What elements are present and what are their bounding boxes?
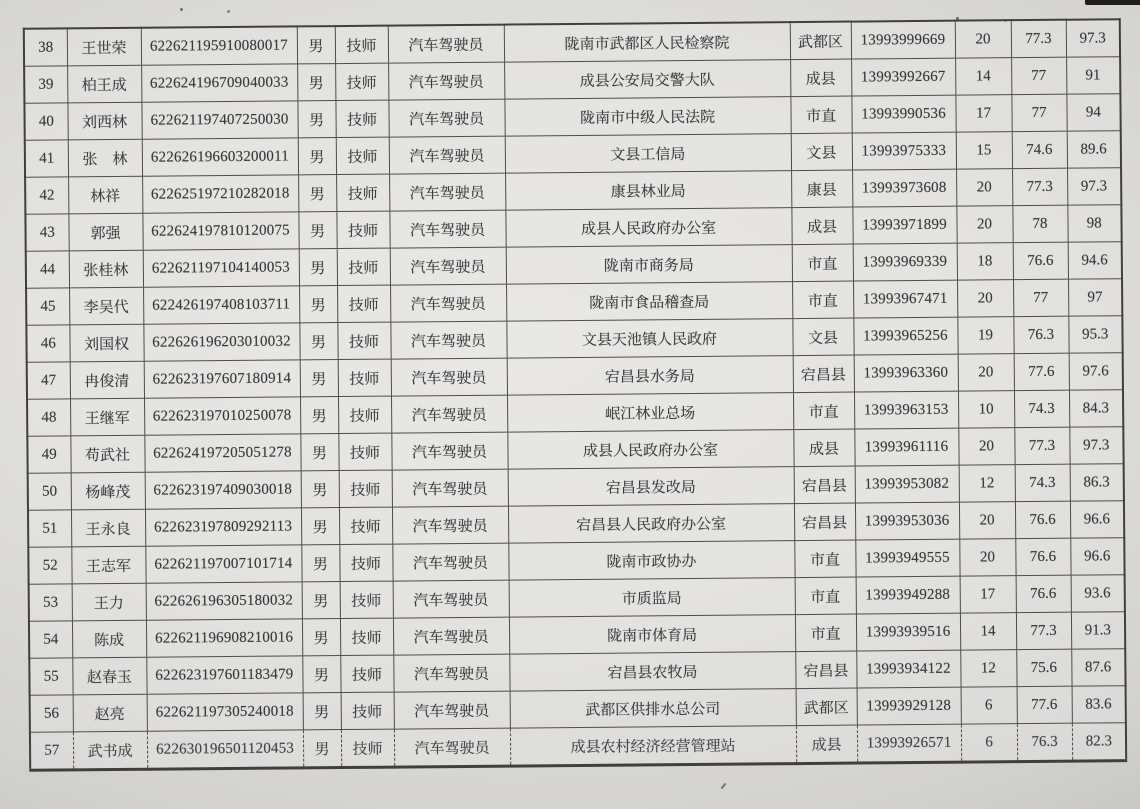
cell-no: 54 xyxy=(29,621,72,658)
cell-score1: 77.3 xyxy=(1016,612,1071,649)
cell-region: 宕昌县 xyxy=(794,503,855,541)
cell-score1: 77.6 xyxy=(1014,353,1069,390)
cell-count: 20 xyxy=(955,20,1011,58)
cell-phone: 13993929128 xyxy=(857,687,961,725)
cell-work_unit: 成县公安局交警大队 xyxy=(504,60,790,99)
cell-gender: 男 xyxy=(303,730,341,768)
cell-id_number: 622623197601183479 xyxy=(146,656,302,694)
cell-gender: 男 xyxy=(298,138,336,175)
cell-id_number: 622623197809292113 xyxy=(145,508,301,546)
cell-no: 42 xyxy=(25,177,68,214)
table-container xyxy=(23,18,1125,772)
cell-occupation: 汽车驾驶员 xyxy=(390,284,506,322)
cell-work_unit: 陇南市体育局 xyxy=(509,615,795,654)
cell-work_unit: 文县工信局 xyxy=(505,134,791,173)
cell-no: 53 xyxy=(29,584,72,621)
cell-name: 冉俊清 xyxy=(70,361,144,399)
cell-no: 48 xyxy=(27,399,70,436)
cell-phone: 13993934122 xyxy=(856,650,960,688)
cell-id_number: 622426197408103711 xyxy=(143,286,299,324)
cell-title: 技师 xyxy=(335,26,388,64)
cell-id_number: 622621196908210016 xyxy=(146,619,302,657)
cell-region: 市直 xyxy=(792,244,853,282)
cell-score1: 78 xyxy=(1012,205,1067,242)
cell-name: 林祥 xyxy=(68,176,142,214)
cell-score2: 97.6 xyxy=(1069,353,1123,390)
cell-score2: 97.3 xyxy=(1067,168,1121,205)
cell-region: 市直 xyxy=(794,540,855,578)
cell-phone: 13993992667 xyxy=(851,58,955,96)
cell-count: 20 xyxy=(956,206,1012,243)
cell-count: 17 xyxy=(955,95,1011,132)
cell-gender: 男 xyxy=(302,582,340,619)
cell-name: 赵亮 xyxy=(73,694,147,732)
cell-phone: 13993969339 xyxy=(853,243,957,281)
cell-gender: 男 xyxy=(300,397,338,434)
cell-id_number: 622623197607180914 xyxy=(144,360,300,398)
cell-name: 苟武社 xyxy=(70,435,144,473)
cell-occupation: 汽车驾驶员 xyxy=(392,543,508,581)
cell-score2: 91 xyxy=(1066,57,1120,94)
cell-phone: 13993999669 xyxy=(851,21,955,59)
cell-title: 技师 xyxy=(339,470,392,507)
cell-name: 王永良 xyxy=(71,509,145,547)
cell-id_number: 622621197104140053 xyxy=(143,249,299,287)
cell-occupation: 汽车驾驶员 xyxy=(388,99,504,137)
cell-id_number: 622621197305240018 xyxy=(147,693,303,731)
cell-occupation: 汽车驾驶员 xyxy=(389,136,505,174)
cell-region: 成县 xyxy=(793,429,854,467)
cell-score2: 91.3 xyxy=(1071,612,1125,649)
cell-name: 王继军 xyxy=(70,398,144,436)
cell-phone: 13993961116 xyxy=(854,428,958,466)
cell-name: 王志军 xyxy=(71,546,145,584)
cell-count: 15 xyxy=(956,132,1012,169)
cell-name: 陈成 xyxy=(72,620,146,658)
cell-region: 成县 xyxy=(796,725,857,764)
cell-id_number: 622623197409030018 xyxy=(145,471,301,509)
scan-speck xyxy=(227,10,230,13)
cell-score1: 74.3 xyxy=(1015,464,1070,501)
cell-count: 17 xyxy=(960,576,1016,613)
cell-score2: 84.3 xyxy=(1069,390,1123,427)
cell-region: 市直 xyxy=(795,614,856,652)
cell-work_unit: 宕昌县农牧局 xyxy=(509,652,795,691)
cell-phone: 13993973608 xyxy=(852,169,956,207)
cell-score1: 76.6 xyxy=(1015,501,1070,538)
cell-region: 宕昌县 xyxy=(795,651,856,689)
cell-title: 技师 xyxy=(336,174,389,211)
cell-work_unit: 文县天池镇人民政府 xyxy=(506,319,792,358)
cell-region: 宕昌县 xyxy=(794,466,855,504)
cell-work_unit: 宕昌县发改局 xyxy=(508,467,794,506)
cell-no: 52 xyxy=(28,547,71,584)
cell-no: 45 xyxy=(26,288,69,325)
cell-occupation: 汽车驾驶员 xyxy=(393,617,509,655)
cell-name: 王力 xyxy=(72,583,146,621)
cell-title: 技师 xyxy=(338,433,391,470)
cell-id_number: 622621195910080017 xyxy=(141,26,297,65)
cell-work_unit: 岷江林业总场 xyxy=(507,393,793,432)
cell-occupation: 汽车驾驶员 xyxy=(394,728,510,767)
cell-title: 技师 xyxy=(340,655,393,692)
cell-title: 技师 xyxy=(337,248,390,285)
cell-no: 44 xyxy=(26,251,69,288)
cell-gender: 男 xyxy=(299,323,337,360)
cell-count: 18 xyxy=(957,243,1013,280)
cell-gender: 男 xyxy=(297,64,335,101)
scan-speck xyxy=(180,8,183,11)
cell-no: 41 xyxy=(25,140,68,177)
cell-score1: 74.6 xyxy=(1012,131,1067,168)
cell-name: 刘西林 xyxy=(67,102,141,140)
table-row xyxy=(30,723,1126,771)
cell-id_number: 622626196603200011 xyxy=(142,138,298,176)
cell-no: 46 xyxy=(26,325,69,362)
scan-dark-mark xyxy=(1085,0,1140,5)
cell-score2: 96.6 xyxy=(1070,538,1124,575)
cell-region: 市直 xyxy=(790,96,851,134)
cell-no: 47 xyxy=(27,362,70,399)
cell-phone: 13993975333 xyxy=(852,132,956,170)
cell-name: 王世荣 xyxy=(67,28,141,66)
cell-score2: 97.3 xyxy=(1066,19,1120,57)
cell-score1: 76.6 xyxy=(1016,575,1071,612)
cell-count: 20 xyxy=(958,354,1014,391)
cell-occupation: 汽车驾驶员 xyxy=(389,173,505,211)
cell-score2: 86.3 xyxy=(1070,464,1124,501)
cell-occupation: 汽车驾驶员 xyxy=(388,25,504,64)
cell-region: 市直 xyxy=(795,577,856,615)
cell-score1: 77 xyxy=(1013,279,1068,316)
cell-id_number: 622624197205051278 xyxy=(144,434,300,472)
cell-score2: 97 xyxy=(1068,279,1122,316)
cell-no: 57 xyxy=(30,732,73,770)
cell-score2: 98 xyxy=(1067,205,1121,242)
cell-score1: 77.3 xyxy=(1012,168,1067,205)
cell-title: 技师 xyxy=(340,618,393,655)
cell-region: 市直 xyxy=(793,392,854,430)
cell-no: 43 xyxy=(25,214,68,251)
cell-score1: 77 xyxy=(1011,94,1066,131)
cell-phone: 13993939516 xyxy=(856,613,960,651)
cell-name: 张桂林 xyxy=(69,250,143,288)
cell-gender: 男 xyxy=(301,471,339,508)
cell-id_number: 622625197210282018 xyxy=(142,175,298,213)
cell-phone: 13993926571 xyxy=(857,724,961,763)
cell-gender: 男 xyxy=(300,360,338,397)
cell-no: 38 xyxy=(24,28,67,66)
cell-phone: 13993949288 xyxy=(856,576,960,614)
cell-region: 武都区 xyxy=(796,688,857,726)
roster-table xyxy=(23,18,1127,772)
cell-title: 技师 xyxy=(341,692,394,729)
cell-phone: 13993963360 xyxy=(854,354,958,392)
cell-gender: 男 xyxy=(301,545,339,582)
cell-id_number: 622624196709040033 xyxy=(141,64,297,102)
cell-no: 39 xyxy=(24,66,67,103)
cell-work_unit: 陇南市食品稽查局 xyxy=(506,282,792,321)
cell-id_number: 622624197810120075 xyxy=(142,212,298,250)
cell-no: 40 xyxy=(24,103,67,140)
cell-id_number: 622623197010250078 xyxy=(144,397,300,435)
cell-phone: 13993967471 xyxy=(853,280,957,318)
cell-count: 20 xyxy=(959,539,1015,576)
cell-count: 20 xyxy=(957,280,1013,317)
cell-name: 刘国权 xyxy=(69,324,143,362)
cell-phone: 13993949555 xyxy=(855,539,959,577)
cell-score1: 77.6 xyxy=(1017,686,1072,723)
cell-score2: 83.6 xyxy=(1072,686,1126,723)
cell-no: 56 xyxy=(30,695,73,732)
cell-region: 康县 xyxy=(791,170,852,208)
table-body xyxy=(24,19,1126,770)
cell-region: 文县 xyxy=(791,133,852,171)
cell-gender: 男 xyxy=(299,249,337,286)
cell-score2: 97.3 xyxy=(1069,427,1123,464)
cell-count: 10 xyxy=(958,391,1014,428)
cell-score2: 95.3 xyxy=(1068,316,1122,353)
scan-speck xyxy=(720,783,726,790)
cell-title: 技师 xyxy=(338,396,391,433)
cell-occupation: 汽车驾驶员 xyxy=(391,432,507,470)
cell-work_unit: 宕昌县人民政府办公室 xyxy=(508,504,794,543)
cell-id_number: 622621197007101714 xyxy=(145,545,301,583)
cell-score1: 76.6 xyxy=(1015,538,1070,575)
cell-phone: 13993953036 xyxy=(855,502,959,540)
cell-score2: 94.6 xyxy=(1068,242,1122,279)
cell-phone: 13993971899 xyxy=(852,206,956,244)
cell-count: 6 xyxy=(961,687,1017,724)
cell-count: 20 xyxy=(958,428,1014,465)
cell-id_number: 622626196305180032 xyxy=(146,582,302,620)
cell-work_unit: 康县林业局 xyxy=(505,171,791,210)
cell-occupation: 汽车驾驶员 xyxy=(392,469,508,507)
cell-no: 49 xyxy=(27,436,70,473)
cell-name: 张 林 xyxy=(68,139,142,177)
cell-work_unit: 市质监局 xyxy=(509,578,795,617)
cell-occupation: 汽车驾驶员 xyxy=(392,506,508,544)
cell-id_number: 622626196203010032 xyxy=(143,323,299,361)
cell-work_unit: 陇南市政协办 xyxy=(508,541,794,580)
cell-score2: 94 xyxy=(1066,94,1120,131)
cell-region: 成县 xyxy=(791,207,852,245)
cell-region: 成县 xyxy=(790,59,851,97)
cell-count: 19 xyxy=(957,317,1013,354)
cell-count: 20 xyxy=(956,169,1012,206)
cell-gender: 男 xyxy=(303,693,341,730)
cell-work_unit: 陇南市武都区人民检察院 xyxy=(504,22,790,62)
cell-gender: 男 xyxy=(302,656,340,693)
cell-score2: 87.6 xyxy=(1071,649,1125,686)
cell-phone: 13993963153 xyxy=(854,391,958,429)
cell-score1: 77.3 xyxy=(1014,427,1069,464)
cell-score1: 76.3 xyxy=(1013,316,1068,353)
cell-score1: 76.3 xyxy=(1017,723,1072,761)
cell-no: 55 xyxy=(29,658,72,695)
cell-gender: 男 xyxy=(297,101,335,138)
cell-name: 李吴代 xyxy=(69,287,143,325)
cell-work_unit: 成县人民政府办公室 xyxy=(507,430,793,469)
cell-count: 12 xyxy=(959,465,1015,502)
cell-work_unit: 陇南市商务局 xyxy=(506,245,792,284)
cell-name: 武书成 xyxy=(73,731,147,770)
cell-score2: 89.6 xyxy=(1067,131,1121,168)
cell-occupation: 汽车驾驶员 xyxy=(389,210,505,248)
cell-title: 技师 xyxy=(339,544,392,581)
cell-region: 武都区 xyxy=(790,22,851,60)
cell-score2: 96.6 xyxy=(1070,501,1124,538)
cell-phone: 13993953082 xyxy=(855,465,959,503)
cell-name: 柏王成 xyxy=(67,65,141,103)
cell-region: 文县 xyxy=(792,318,853,356)
cell-title: 技师 xyxy=(340,581,393,618)
cell-work_unit: 成县农村经济经营管理站 xyxy=(510,726,796,766)
cell-gender: 男 xyxy=(298,175,336,212)
cell-occupation: 汽车驾驶员 xyxy=(388,62,504,100)
cell-phone: 13993990536 xyxy=(851,95,955,133)
cell-count: 20 xyxy=(959,502,1015,539)
cell-score2: 82.3 xyxy=(1072,723,1126,761)
cell-no: 50 xyxy=(28,473,71,510)
cell-name: 赵春玉 xyxy=(72,657,146,695)
cell-title: 技师 xyxy=(335,100,388,137)
cell-work_unit: 武都区供排水总公司 xyxy=(510,689,796,728)
cell-no: 51 xyxy=(28,510,71,547)
cell-occupation: 汽车驾驶员 xyxy=(394,691,510,729)
cell-occupation: 汽车驾驶员 xyxy=(390,321,506,359)
cell-gender: 男 xyxy=(302,619,340,656)
cell-title: 技师 xyxy=(336,211,389,248)
cell-work_unit: 宕昌县水务局 xyxy=(507,356,793,395)
cell-region: 宕昌县 xyxy=(793,355,854,393)
cell-count: 14 xyxy=(955,58,1011,95)
cell-title: 技师 xyxy=(337,285,390,322)
cell-occupation: 汽车驾驶员 xyxy=(391,395,507,433)
cell-id_number: 622621197407250030 xyxy=(141,101,297,139)
cell-id_number: 622630196501120453 xyxy=(147,730,303,769)
cell-title: 技师 xyxy=(337,322,390,359)
cell-count: 12 xyxy=(960,650,1016,687)
cell-work_unit: 陇南市中级人民法院 xyxy=(504,97,790,136)
cell-occupation: 汽车驾驶员 xyxy=(393,654,509,692)
cell-title: 技师 xyxy=(336,137,389,174)
cell-work_unit: 成县人民政府办公室 xyxy=(505,208,791,247)
cell-title: 技师 xyxy=(339,507,392,544)
cell-score1: 74.3 xyxy=(1014,390,1069,427)
cell-gender: 男 xyxy=(298,212,336,249)
cell-title: 技师 xyxy=(335,63,388,100)
cell-count: 6 xyxy=(961,724,1017,762)
cell-score1: 76.6 xyxy=(1013,242,1068,279)
cell-occupation: 汽车驾驶员 xyxy=(390,247,506,285)
cell-occupation: 汽车驾驶员 xyxy=(393,580,509,618)
cell-score1: 75.6 xyxy=(1016,649,1071,686)
cell-score1: 77 xyxy=(1011,57,1066,94)
cell-title: 技师 xyxy=(341,729,394,767)
cell-gender: 男 xyxy=(299,286,337,323)
cell-gender: 男 xyxy=(297,26,335,64)
cell-title: 技师 xyxy=(338,359,391,396)
cell-gender: 男 xyxy=(301,508,339,545)
cell-occupation: 汽车驾驶员 xyxy=(391,358,507,396)
cell-count: 14 xyxy=(960,613,1016,650)
cell-phone: 13993965256 xyxy=(853,317,957,355)
cell-score1: 77.3 xyxy=(1011,20,1066,58)
cell-gender: 男 xyxy=(300,434,338,471)
cell-name: 郭强 xyxy=(68,213,142,251)
cell-region: 市直 xyxy=(792,281,853,319)
cell-name: 杨峰茂 xyxy=(71,472,145,510)
cell-score2: 93.6 xyxy=(1071,575,1125,612)
